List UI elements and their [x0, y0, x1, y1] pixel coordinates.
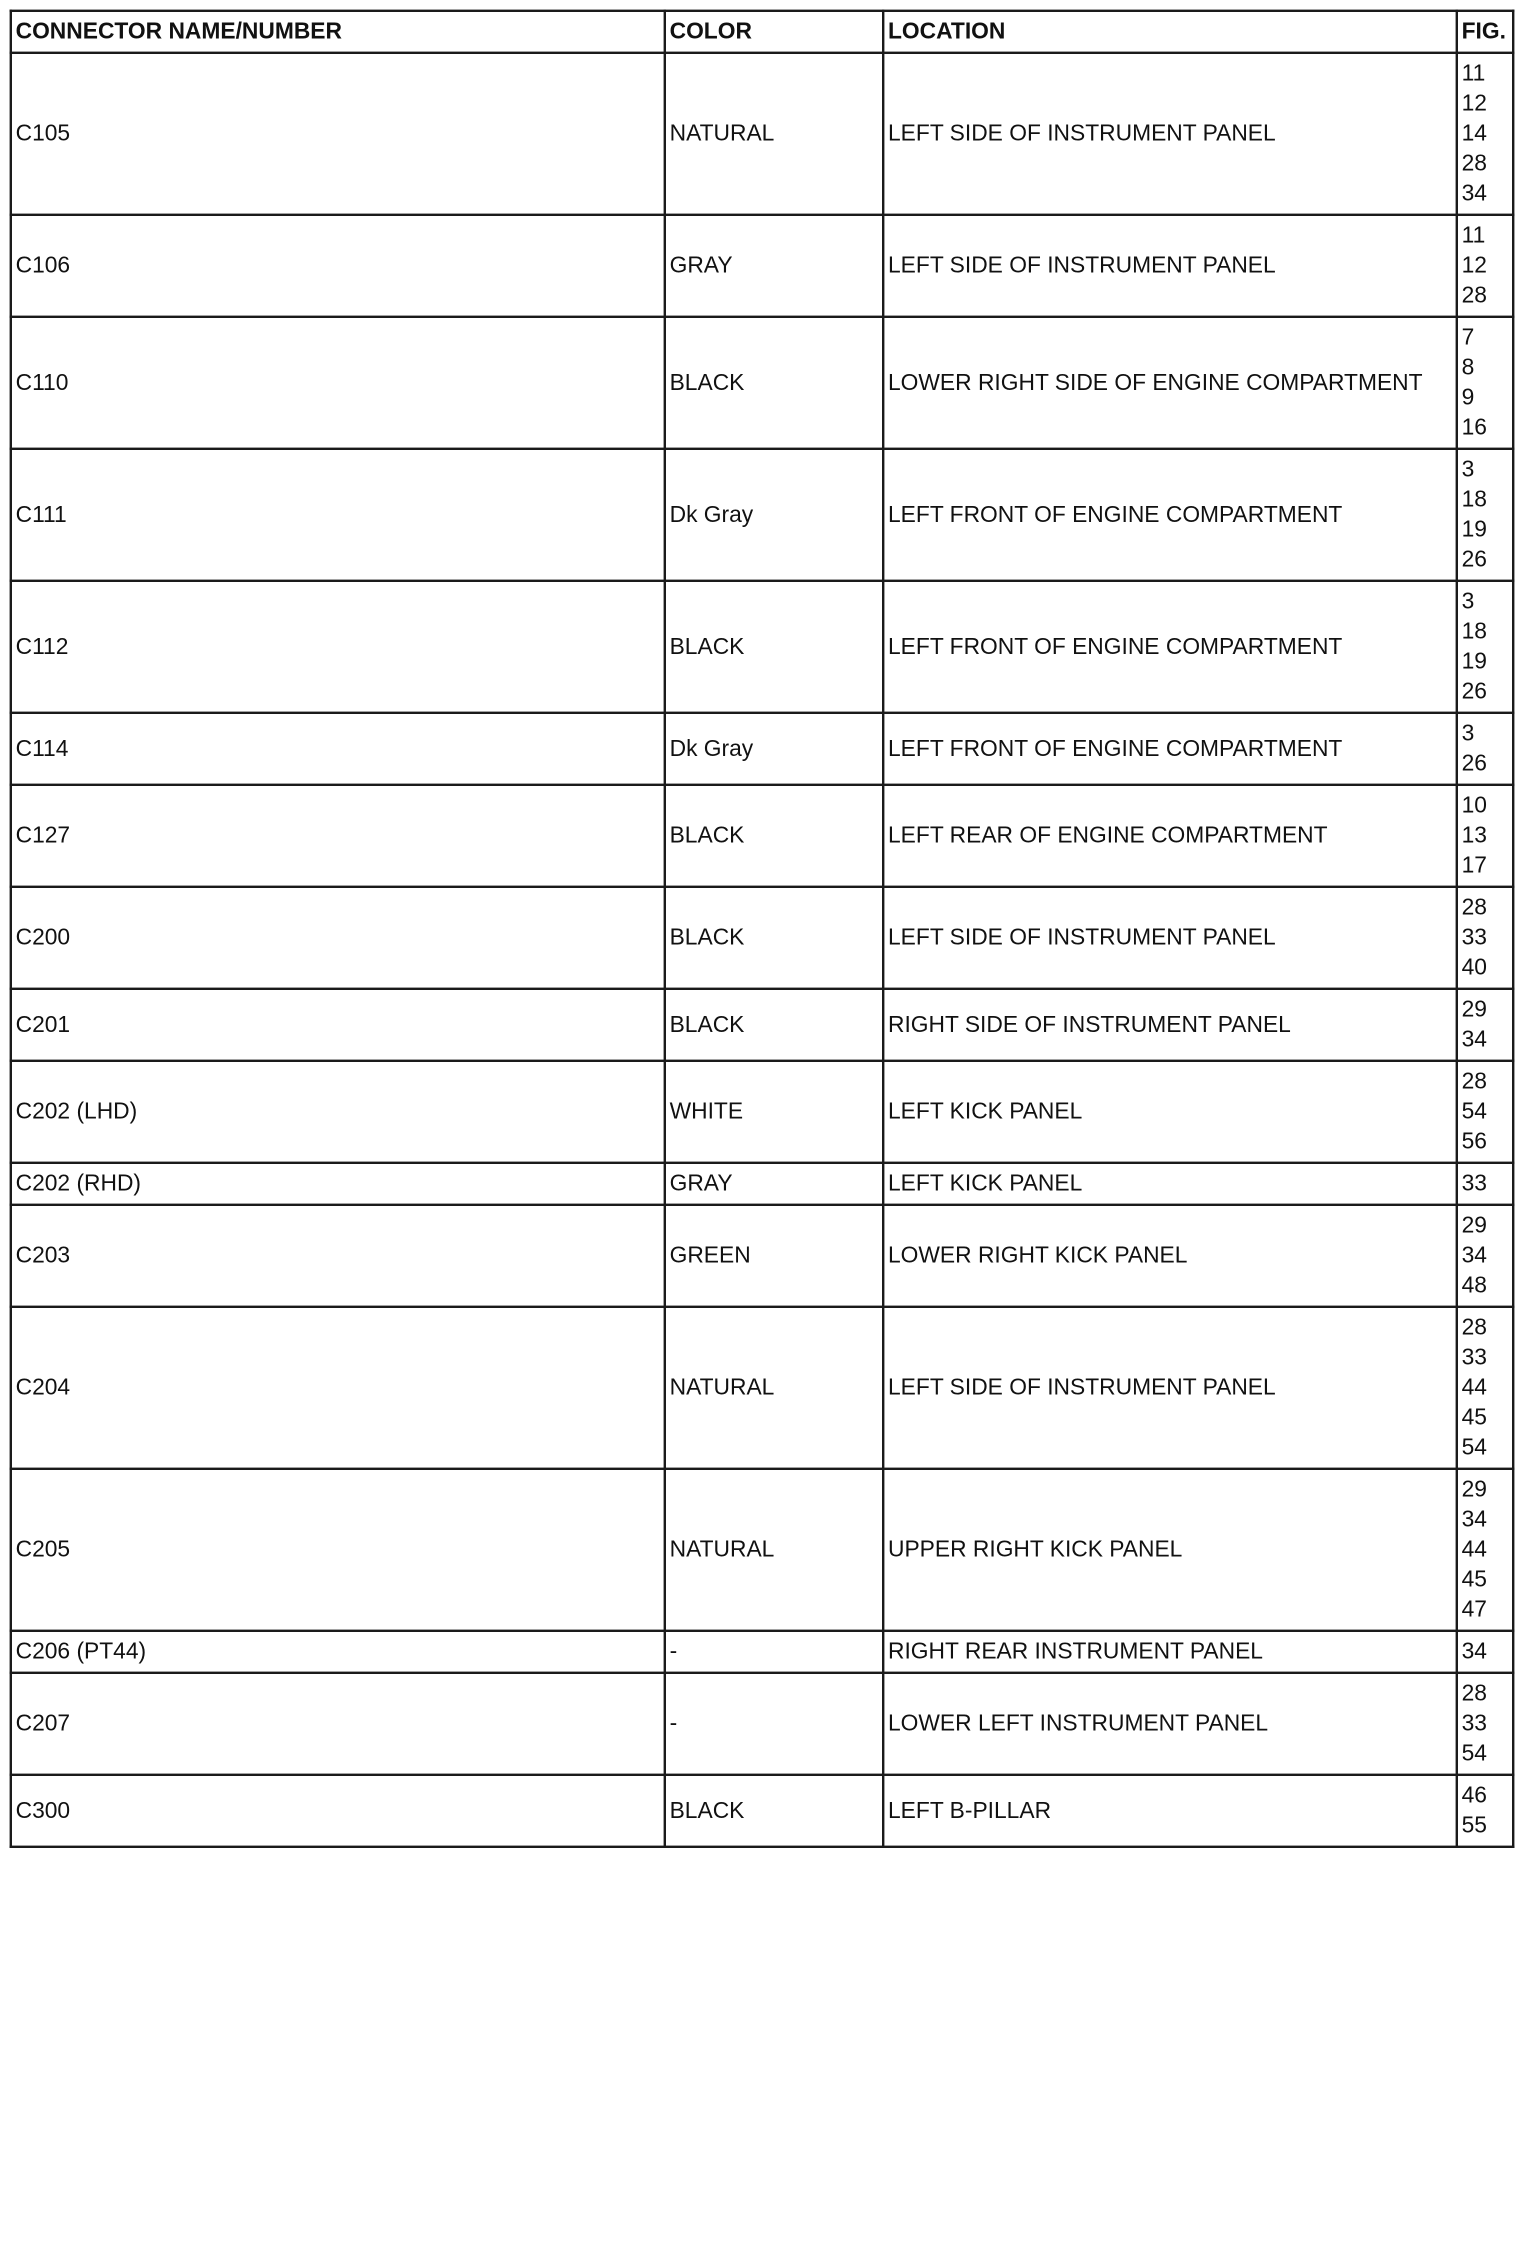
location-cell: LEFT REAR OF ENGINE COMPARTMENT — [883, 785, 1457, 887]
fig-number: 34 — [1461, 1027, 1487, 1053]
connector-name-cell: C204 — [11, 1307, 665, 1469]
fig-number: 19 — [1461, 517, 1487, 543]
location-cell: LEFT KICK PANEL — [883, 1163, 1457, 1205]
fig-cell — [1457, 1673, 1513, 1775]
table-row — [11, 1631, 1513, 1673]
location-cell: LEFT SIDE OF INSTRUMENT PANEL — [883, 1307, 1457, 1469]
color-cell: BLACK — [665, 785, 883, 887]
connector-table — [10, 10, 1515, 1848]
table-row — [11, 53, 1513, 215]
fig-number: 33 — [1461, 1171, 1487, 1197]
table-row — [11, 785, 1513, 887]
color-cell: GREEN — [665, 1205, 883, 1307]
fig-number: 19 — [1461, 649, 1487, 675]
table-row — [11, 215, 1513, 317]
color-cell: WHITE — [665, 1061, 883, 1163]
table-row — [11, 1469, 1513, 1631]
fig-cell — [1457, 215, 1513, 317]
fig-number: 3 — [1461, 589, 1475, 615]
fig-number: 47 — [1461, 1597, 1487, 1623]
color-cell: NATURAL — [665, 1469, 883, 1631]
fig-cell — [1457, 713, 1513, 785]
color-cell: BLACK — [665, 317, 883, 449]
header-location: LOCATION — [883, 11, 1457, 53]
location-cell: LEFT FRONT OF ENGINE COMPARTMENT — [883, 581, 1457, 713]
fig-number: 34 — [1461, 181, 1487, 207]
fig-number: 54 — [1461, 1741, 1487, 1767]
table-row — [11, 713, 1513, 785]
fig-number: 28 — [1461, 283, 1487, 309]
connector-name-cell: C202 (RHD) — [11, 1163, 665, 1205]
fig-number: 44 — [1461, 1537, 1487, 1563]
fig-number: 18 — [1461, 619, 1487, 645]
fig-cell — [1457, 1469, 1513, 1631]
color-cell: Dk Gray — [665, 713, 883, 785]
fig-number: 46 — [1461, 1783, 1487, 1809]
connector-name-cell: C106 — [11, 215, 665, 317]
table-row — [11, 1307, 1513, 1469]
fig-number: 55 — [1461, 1813, 1487, 1839]
table-row — [11, 1673, 1513, 1775]
connector-name-cell: C206 (PT44) — [11, 1631, 665, 1673]
connector-name-cell: C114 — [11, 713, 665, 785]
fig-number: 13 — [1461, 823, 1487, 849]
table-row — [11, 1163, 1513, 1205]
color-cell: BLACK — [665, 1775, 883, 1847]
fig-number: 28 — [1461, 1681, 1487, 1707]
location-cell: LOWER LEFT INSTRUMENT PANEL — [883, 1673, 1457, 1775]
fig-cell — [1457, 1061, 1513, 1163]
connector-name-cell: C110 — [11, 317, 665, 449]
fig-cell — [1457, 581, 1513, 713]
fig-cell — [1457, 887, 1513, 989]
table-row — [11, 581, 1513, 713]
color-cell: BLACK — [665, 581, 883, 713]
color-cell: BLACK — [665, 989, 883, 1061]
connector-name-cell: C300 — [11, 1775, 665, 1847]
fig-number: 7 — [1461, 325, 1475, 351]
fig-number: 34 — [1461, 1507, 1487, 1533]
fig-number: 8 — [1461, 355, 1475, 381]
color-cell: GRAY — [665, 1163, 883, 1205]
location-cell: LEFT SIDE OF INSTRUMENT PANEL — [883, 53, 1457, 215]
color-cell: Dk Gray — [665, 449, 883, 581]
location-cell: UPPER RIGHT KICK PANEL — [883, 1469, 1457, 1631]
fig-number: 34 — [1461, 1639, 1487, 1665]
table-body — [11, 53, 1513, 1847]
color-cell: NATURAL — [665, 1307, 883, 1469]
fig-number: 11 — [1461, 61, 1486, 87]
table-row — [11, 989, 1513, 1061]
fig-cell — [1457, 1775, 1513, 1847]
table-row — [11, 1775, 1513, 1847]
fig-cell — [1457, 785, 1513, 887]
header-fig: FIG. — [1457, 11, 1513, 53]
fig-cell — [1457, 449, 1513, 581]
fig-number: 29 — [1461, 997, 1487, 1023]
connector-name-cell: C127 — [11, 785, 665, 887]
connector-name-cell: C105 — [11, 53, 665, 215]
fig-number: 3 — [1461, 721, 1475, 747]
fig-number: 56 — [1461, 1129, 1487, 1155]
fig-number: 54 — [1461, 1435, 1487, 1461]
fig-number: 28 — [1461, 895, 1487, 921]
fig-number: 11 — [1461, 223, 1486, 249]
fig-number: 28 — [1461, 151, 1487, 177]
fig-number: 26 — [1461, 751, 1487, 777]
connector-name-cell: C202 (LHD) — [11, 1061, 665, 1163]
location-cell: LEFT FRONT OF ENGINE COMPARTMENT — [883, 713, 1457, 785]
connector-name-cell: C201 — [11, 989, 665, 1061]
fig-number: 14 — [1461, 121, 1487, 147]
fig-number: 3 — [1461, 457, 1475, 483]
header-row — [11, 11, 1513, 53]
color-cell: - — [665, 1673, 883, 1775]
color-cell: BLACK — [665, 887, 883, 989]
fig-cell — [1457, 53, 1513, 215]
connector-name-cell: C112 — [11, 581, 665, 713]
table-row — [11, 887, 1513, 989]
fig-number: 34 — [1461, 1243, 1487, 1269]
header-connector: CONNECTOR NAME/NUMBER — [11, 11, 665, 53]
fig-number: 17 — [1461, 853, 1487, 879]
color-cell: - — [665, 1631, 883, 1673]
fig-number: 28 — [1461, 1315, 1487, 1341]
location-cell: LEFT FRONT OF ENGINE COMPARTMENT — [883, 449, 1457, 581]
location-cell: RIGHT REAR INSTRUMENT PANEL — [883, 1631, 1457, 1673]
fig-number: 26 — [1461, 679, 1487, 705]
fig-number: 9 — [1461, 385, 1475, 411]
connector-name-cell: C200 — [11, 887, 665, 989]
location-cell: LEFT KICK PANEL — [883, 1061, 1457, 1163]
connector-name-cell: C205 — [11, 1469, 665, 1631]
table-row — [11, 449, 1513, 581]
fig-number: 18 — [1461, 487, 1487, 513]
fig-number: 16 — [1461, 415, 1487, 441]
fig-number: 33 — [1461, 925, 1487, 951]
table-row — [11, 317, 1513, 449]
fig-number: 29 — [1461, 1477, 1487, 1503]
fig-number: 48 — [1461, 1273, 1487, 1299]
color-cell: NATURAL — [665, 53, 883, 215]
fig-number: 28 — [1461, 1069, 1487, 1095]
fig-number: 10 — [1461, 793, 1487, 819]
fig-number: 29 — [1461, 1213, 1487, 1239]
table-row — [11, 1205, 1513, 1307]
fig-cell — [1457, 1163, 1513, 1205]
fig-cell — [1457, 317, 1513, 449]
fig-number: 45 — [1461, 1405, 1487, 1431]
location-cell: RIGHT SIDE OF INSTRUMENT PANEL — [883, 989, 1457, 1061]
fig-cell — [1457, 1631, 1513, 1673]
fig-number: 26 — [1461, 547, 1487, 573]
header-color: COLOR — [665, 11, 883, 53]
location-cell: LEFT SIDE OF INSTRUMENT PANEL — [883, 887, 1457, 989]
fig-number: 33 — [1461, 1711, 1487, 1737]
fig-number: 12 — [1461, 91, 1487, 117]
fig-number: 40 — [1461, 955, 1487, 981]
fig-cell — [1457, 989, 1513, 1061]
connector-name-cell: C207 — [11, 1673, 665, 1775]
location-cell: LEFT B-PILLAR — [883, 1775, 1457, 1847]
fig-number: 45 — [1461, 1567, 1487, 1593]
fig-number: 44 — [1461, 1375, 1487, 1401]
location-cell: LEFT SIDE OF INSTRUMENT PANEL — [883, 215, 1457, 317]
fig-cell — [1457, 1307, 1513, 1469]
location-cell: LOWER RIGHT SIDE OF ENGINE COMPARTMENT — [883, 317, 1457, 449]
fig-number: 33 — [1461, 1345, 1487, 1371]
connector-name-cell: C111 — [11, 449, 665, 581]
table-row — [11, 1061, 1513, 1163]
fig-number: 54 — [1461, 1099, 1487, 1125]
color-cell: GRAY — [665, 215, 883, 317]
connector-name-cell: C203 — [11, 1205, 665, 1307]
fig-cell — [1457, 1205, 1513, 1307]
location-cell: LOWER RIGHT KICK PANEL — [883, 1205, 1457, 1307]
fig-number: 12 — [1461, 253, 1487, 279]
